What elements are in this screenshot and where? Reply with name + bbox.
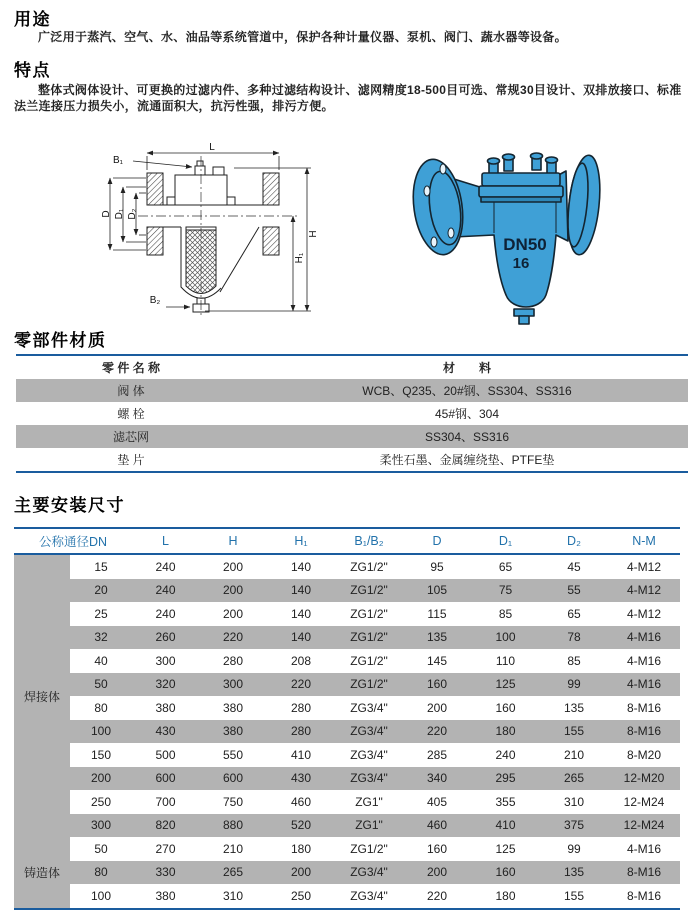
right-flange-upper [263,173,279,205]
dimensions-cell: ZG1/2" [350,606,388,621]
dimensions-cell: ZG1" [335,814,403,838]
dimensions-cell: 240 [155,559,176,574]
dimensions-cell: 405 [426,794,448,809]
dimensions-cell: ZG3/4" [350,700,388,715]
dimensions-cell: 110 [495,653,516,668]
dimensions-cell: 180 [471,720,540,744]
dimensions-cell: 12-M24 [608,814,680,838]
dimensions-cell: 220 [199,626,267,650]
dimensions-cell: 140 [290,559,312,574]
dimensions-title: 主要安装尺寸 [14,496,125,515]
dim-label-D1: D₁ [114,208,125,220]
dimensions-row [14,696,680,720]
dimensions-cell: ZG1/2" [335,626,403,650]
dimensions-cell: 55 [540,579,608,603]
dimensions-cell: 460 [403,814,471,838]
dimensions-cell: 8-M16 [626,700,661,715]
dimensions-cell: 240 [495,747,516,762]
dimensions-row [14,884,680,909]
dimensions-cell: 4-M16 [608,626,680,650]
dimensions-cell: 160 [495,700,516,715]
materials-cell: 柔性石墨、金属缠绕垫、PTFE垫 [379,453,555,467]
dimensions-header-cell: 公称通径DN [14,528,132,554]
materials-row [16,425,688,448]
left-flange-lower [147,227,163,255]
dimensions-row [14,837,680,861]
dimensions-cell: 155 [563,888,585,903]
materials-header-cell: 零 件 名 称 [101,361,160,375]
dimensions-cell: 75 [471,579,540,603]
dim-label-H1: H₁ [294,252,305,264]
dimensions-row [14,814,680,838]
dimensions-cell: 115 [427,606,447,621]
dimensions-cell: ZG1/2" [335,579,403,603]
dimensions-cell: 99 [540,673,608,697]
dimensions-cell: 145 [426,653,448,668]
dim-label-B2: B₂ [149,295,161,306]
top-plug [195,166,205,175]
dimensions-cell: ZG1/2" [350,559,388,574]
dimensions-cell: 50 [70,673,132,697]
dimensions-row [14,861,680,885]
dimensions-cell: 355 [495,794,516,809]
materials-table [16,354,688,473]
dimensions-cell: 135 [403,626,471,650]
dimensions-header-row [14,528,680,554]
features-title: 特点 [14,61,51,80]
dimensions-cell: 240 [132,579,199,603]
dimensions-row [14,673,680,697]
dimensions-cell: 12-M20 [608,767,680,791]
dimensions-cell: 160 [403,673,471,697]
dimensions-cell: 8-M20 [626,747,661,762]
dimensions-cell: 125 [471,673,540,697]
dimensions-cell: 180 [495,888,516,903]
materials-cell: 45#钢、304 [434,407,500,421]
dimensions-cell: 310 [563,794,585,809]
left-flange [408,156,469,258]
dimensions-cell: 380 [155,700,176,715]
dimensions-cell: 40 [94,653,108,668]
dimensions-cell: 520 [267,814,335,838]
dimensions-cell: 95 [430,559,444,574]
materials-cell: 滤芯网 [16,425,246,448]
dimensions-cell: 4-M16 [626,841,661,856]
dimensions-cell: 330 [132,861,199,885]
dimensions-cell: 250 [290,888,312,903]
right-flange [564,154,604,257]
dimensions-cell: 20 [70,579,132,603]
dimensions-cell: 160 [426,841,448,856]
dimensions-cell: 200 [70,767,132,791]
dimensions-cell: 25 [94,606,108,621]
dimensions-cell: 340 [403,767,471,791]
dimensions-cell: 240 [155,606,176,621]
dimensions-cell: 220 [426,888,448,903]
right-flange-lower [263,227,279,255]
dimensions-cell: 820 [132,814,199,838]
dimensions-cell: 280 [222,653,244,668]
dimensions-header-cell: N-M [608,528,680,554]
dimensions-header-cell: B₁/B₂ [335,528,403,554]
dimensions-cell: 300 [199,673,267,697]
dimensions-cell: 410 [471,814,540,838]
dimensions-cell: 375 [540,814,608,838]
dimensions-cell: 105 [403,579,471,603]
dimensions-cell: 4-M16 [608,673,680,697]
dimensions-cell: 4-M12 [608,579,680,603]
materials-cell: WCB、Q235、20#钢、SS304、SS316 [246,379,688,402]
dimensions-cell: 430 [132,720,199,744]
dimensions-cell: 300 [70,814,132,838]
dim-label-L: L [209,142,215,153]
dimensions-cell: ZG1/2" [335,673,403,697]
dimensions-cell: 45 [567,559,581,574]
usage-paragraph: 广泛用于蒸汽、空气、水、油品等系统管道中，保护各种计量仪器、泵机、阀门、蔬水器等设备。 [38,30,567,44]
dimensions-cell: 880 [199,814,267,838]
dimensions-cell: 320 [132,673,199,697]
dimensions-cell: 80 [70,861,132,885]
valve-section-outline [147,161,279,312]
materials-header-row [16,355,688,379]
materials-cell: 垫 片 [117,453,145,467]
dimensions-cell: 65 [567,606,581,621]
dimensions-cell: 200 [222,606,244,621]
product-size-marking: DN50 [503,235,547,254]
dimensions-cell: 410 [290,747,312,762]
dim-label-D: D [101,210,112,218]
dimensions-cell: 285 [426,747,448,762]
dimensions-row [14,554,680,579]
dimensions-cell: 220 [403,720,471,744]
dimensions-cell: 700 [155,794,176,809]
dimensions-cell: 380 [155,888,176,903]
dimensions-header-cell: L [132,528,199,554]
dimensions-row [14,790,680,814]
dimensions-cell: 280 [267,720,335,744]
dimensions-header-cell: D₁ [471,528,540,554]
dimensions-header-cell: H [199,528,267,554]
top-cover [479,153,563,202]
dimensions-cell: 300 [155,653,176,668]
materials-row [16,379,688,402]
dimensions-cell: 99 [567,841,581,856]
dimensions-cell: 500 [155,747,176,762]
left-flange-upper [147,173,163,205]
product-illustration [388,143,642,333]
dimensions-cell: 50 [94,841,108,856]
dimensions-cell: 200 [426,700,448,715]
dimensions-header-cell: D₂ [540,528,608,554]
dimensions-cell: 200 [222,559,244,574]
technical-drawing [60,140,320,320]
dimensions-cell: 4-M16 [626,653,661,668]
dimensions-cell: 65 [498,559,513,574]
materials-cell: 阀 体 [16,379,246,402]
dimensions-cell: 15 [94,559,108,574]
dimensions-cell: 85 [498,606,513,621]
dimensions-cell: 260 [132,626,199,650]
dimensions-cell: 600 [132,767,199,791]
dimensions-cell: 380 [199,720,267,744]
dimensions-cell: 460 [290,794,312,809]
dimensions-header-cell: H₁ [267,528,335,554]
dimensions-cell: 100 [471,626,540,650]
dimensions-row [14,626,680,650]
dimensions-cell: 200 [199,579,267,603]
dimensions-cell: 265 [199,861,267,885]
dimensions-cell: 750 [222,794,244,809]
dimensions-cell: 250 [90,794,112,809]
dimensions-cell: 430 [267,767,335,791]
dimensions-cell: 280 [290,700,312,715]
materials-cell: SS304、SS316 [246,425,688,448]
dimensions-cell: 295 [471,767,540,791]
dimensions-row [14,649,680,673]
dimensions-cell: 550 [222,747,244,762]
dimensions-cell: 150 [90,747,112,762]
dimensions-cell: ZG1/2" [350,841,388,856]
dim-label-D2: D₂ [127,208,138,220]
top-plug-2 [213,167,224,175]
dimensions-cell: 8-M16 [608,720,680,744]
dimensions-cell: ZG3/4" [350,888,388,903]
dimensions-cell: 4-M12 [626,606,661,621]
dimensions-cell: ZG1/2" [350,653,388,668]
dimensions-cell: 135 [563,700,585,715]
dimensions-cell: 8-M16 [608,861,680,885]
materials-cell: 螺 栓 [117,407,145,421]
dimensions-cell: 80 [94,700,108,715]
dimensions-cell: 100 [90,888,112,903]
dimensions-row [14,743,680,767]
dimensions-cell: 155 [540,720,608,744]
dimensions-cell: 140 [290,606,312,621]
dimensions-row [14,767,680,791]
dimensions-cell: 200 [403,861,471,885]
dimensions-cell: 32 [70,626,132,650]
dimensions-row [14,579,680,603]
dimensions-header-cell: D [403,528,471,554]
dimensions-cell: 100 [70,720,132,744]
dimensions-cell: 12-M24 [623,794,665,809]
dimensions-cell: 140 [267,579,335,603]
dim-label-B1: B₁ [112,155,124,166]
dimensions-cell: 380 [222,700,244,715]
dimensions-cell: 135 [540,861,608,885]
dimensions-cell: 210 [563,747,585,762]
dimensions-cell: 270 [155,841,176,856]
dimensions-cell: 140 [267,626,335,650]
bottom-plug [514,309,534,324]
materials-header-cell: 材 料 [442,361,491,375]
features-paragraph: 整体式阀体设计、可更换的过滤内件、多种过滤结构设计、滤网精度18-500目可选、常规30目设计、双排放接口、标准法兰连接压力损失小，流通面积大，抗污性强，排污方便。 [14,83,682,113]
dimensions-cell: 265 [540,767,608,791]
dimensions-cell: 208 [290,653,312,668]
body-type-group-label: 焊接体 [14,554,70,837]
dimensions-cell: ZG3/4" [350,747,388,762]
dimensions-cell: ZG3/4" [335,720,403,744]
dimensions-cell: 220 [267,673,335,697]
dimensions-cell: 200 [267,861,335,885]
dimensions-cell: ZG1" [355,794,383,809]
dimensions-cell: 210 [222,841,244,856]
body-type-group-label: 铸造体 [14,837,70,909]
materials-row [16,402,688,425]
dimensions-cell: 180 [290,841,312,856]
dimensions-cell: 85 [567,653,581,668]
product-pressure-marking: 16 [512,255,530,272]
materials-title: 零部件材质 [14,331,107,350]
usage-title: 用途 [14,10,51,29]
dimensions-table [14,527,680,910]
filter-mesh [186,230,216,294]
dimensions-cell: 310 [222,888,244,903]
dimensions-row [14,602,680,626]
dimensions-cell: 160 [471,861,540,885]
dimensions-cell: 600 [199,767,267,791]
materials-row [16,448,688,472]
dimensions-cell: 125 [495,841,516,856]
dimensions-cell: 4-M12 [626,559,661,574]
dimensions-cell: ZG3/4" [335,861,403,885]
dimensions-cell: ZG3/4" [335,767,403,791]
dimensions-cell: 78 [540,626,608,650]
dim-label-H: H [308,230,319,238]
dimensions-cell: 8-M16 [626,888,661,903]
dimensions-row [14,720,680,744]
